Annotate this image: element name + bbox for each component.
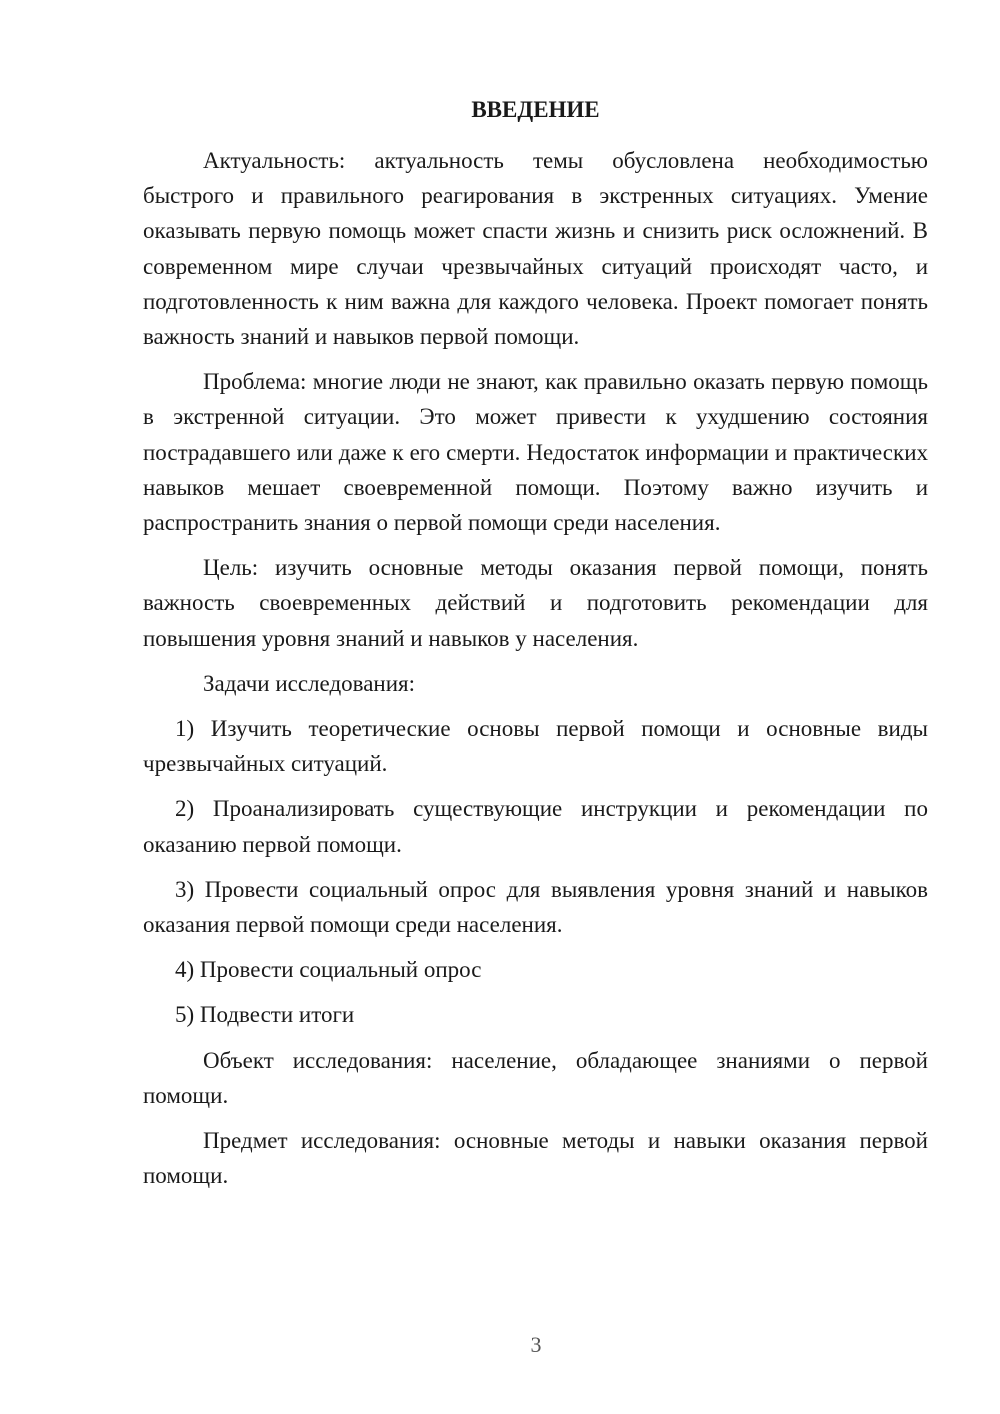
paragraph-goal: Цель: изучить основные методы оказания первой помощи, понять важность своевременных действий и подготовить рекомендации для повышения уровня знаний и навыков у населения.	[143, 555, 928, 651]
paragraph-subject: Предмет исследования: основные методы и навыки оказания первой помощи.	[143, 1128, 928, 1189]
page-content	[143, 92, 928, 1203]
page-title: ВВЕДЕНИЕ	[471, 97, 600, 122]
task-item-2: 2) Проанализировать существующие инструкции и рекомендации по оказанию первой помощи.	[143, 796, 928, 857]
task-item-3: 3) Провести социальный опрос для выявления уровня знаний и навыков оказания первой помощи среди населения.	[143, 876, 928, 938]
task-item-4: 4) Провести социальный опрос	[175, 957, 482, 983]
paragraph-relevance: Актуальность: актуальность темы обусловлена необходимостью быстрого и правильного реагирования в экстренных ситуациях. Умение оказывать первую помощь может спасти жизнь и снизить риск осложнений. В современном мире случаи чрезвычайных ситуаций происходят часто, и подготовленность к ним важна для каждого человека. Проект помогает понять важность знаний и навыков первой помощи.	[143, 148, 928, 350]
tasks-heading: Задачи исследования:	[203, 670, 416, 696]
paragraph-problem: Проблема: многие люди не знают, как правильно оказать первую помощь в экстренной ситуации. Это может привести к ухудшению состояния пострадавшего или даже к его смерти. Недостаток информации и практических навыков мешает своевременной помощи. Поэтому важно изучить и распространить знания о первой помощи среди населения.	[143, 369, 928, 536]
page-number: 3	[530, 1332, 542, 1357]
task-item-5: 5) Подвести итоги	[175, 1002, 355, 1028]
task-item-1: 1) Изучить теоретические основы первой помощи и основные виды чрезвычайных ситуаций.	[143, 716, 928, 777]
paragraph-object: Объект исследования: население, обладающее знаниями о первой помощи.	[143, 1047, 928, 1108]
